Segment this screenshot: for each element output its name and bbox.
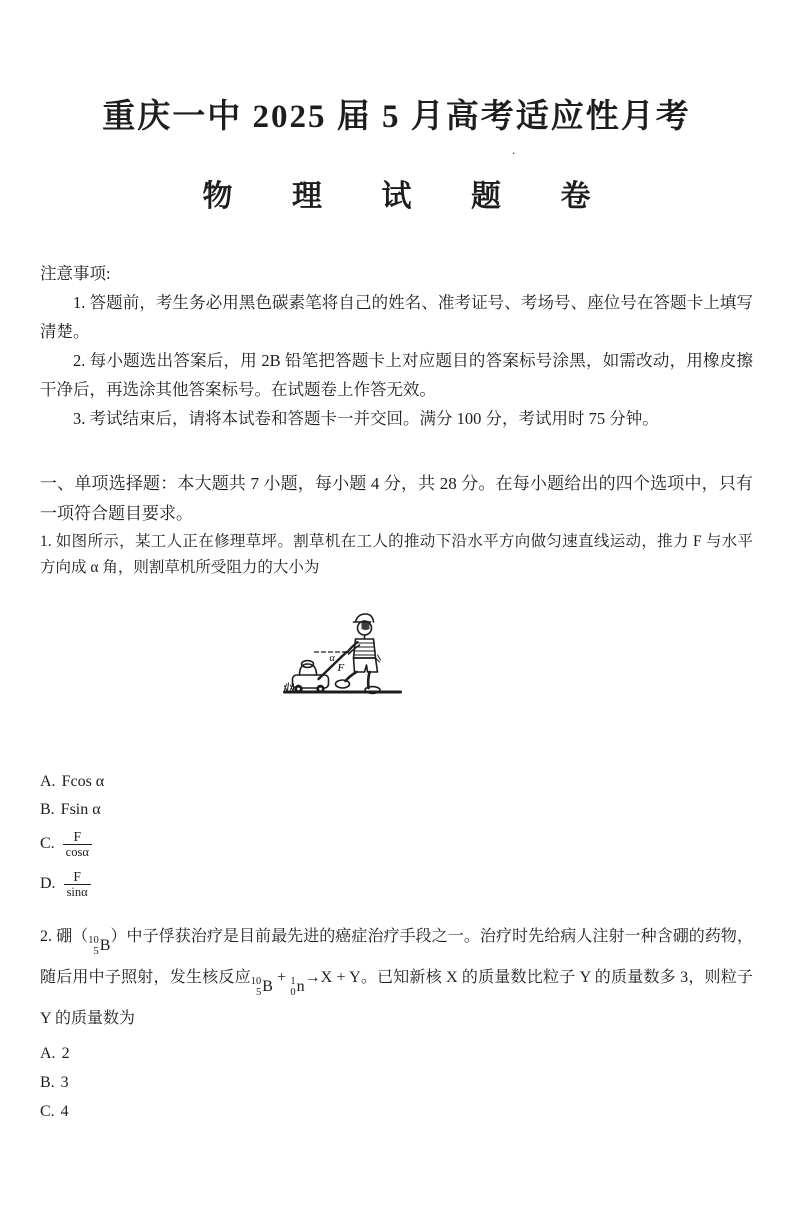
- atomic-number: 5: [93, 946, 99, 958]
- q2-option-a-text: 2: [61, 1045, 70, 1063]
- q2-option-c: [40, 1099, 753, 1125]
- q2-option-c-text: 4: [60, 1103, 69, 1121]
- exam-subtitle: 物 理 试 题 卷: [202, 180, 617, 213]
- element-symbol: B: [262, 978, 273, 996]
- notice-section: [40, 259, 753, 433]
- question-1-options: [40, 769, 753, 903]
- q2-option-b-text: 3: [60, 1074, 69, 1092]
- fraction-numerator: F: [73, 828, 82, 844]
- section-1-heading: 一、单项选择题：本大题共 7 小题，每小题 4 分，共 28 分。在每小题给出的四个选项中，只有一项符合题目要求。: [40, 474, 753, 523]
- q1-option-d: [40, 865, 753, 903]
- force-label: F: [337, 662, 345, 674]
- atomic-number: 0: [290, 987, 296, 999]
- q1-option-d-label: D.: [40, 875, 56, 892]
- lawnmower: [293, 661, 329, 694]
- fraction-denominator: cosα: [63, 844, 92, 859]
- q2-text-post: 。已知新核 X 的质量数比粒子 Y 的质量数多 3，则粒子 Y 的质量数为: [40, 969, 753, 1028]
- question-1-text: 1. 如图所示，某工人正在修理草坪。割草机在工人的推动下沿水平方向做匀速直线运动，推力 F 与水平方向成 α 角，则割草机所受阻力的大小为: [40, 533, 753, 576]
- question-2-options: [40, 1041, 753, 1125]
- q1-option-a: [40, 769, 753, 795]
- element-symbol: n: [296, 978, 305, 996]
- q1-option-c-fraction: [63, 829, 92, 860]
- q2-option-a: [40, 1041, 753, 1067]
- question-1-figure: [280, 605, 410, 713]
- mass-number: 10: [250, 976, 262, 988]
- q2-option-b: [40, 1070, 753, 1096]
- q1-option-a-label: A.: [40, 773, 56, 790]
- mass-number: 10: [88, 935, 99, 946]
- boron-nuclide: [88, 930, 110, 962]
- q1-option-c: [40, 825, 753, 863]
- lawnmower-figure: [280, 605, 410, 713]
- q1-option-b-label: B.: [40, 801, 55, 818]
- q1-option-b: [40, 797, 753, 823]
- angle-label: α: [329, 653, 335, 664]
- reaction-plus: +: [272, 969, 291, 987]
- reaction-tail: →X + Y: [304, 969, 361, 987]
- element-symbol: B: [99, 937, 111, 955]
- page-top-mark: .: [512, 142, 516, 157]
- q1-option-d-fraction: [64, 869, 91, 900]
- q2-option-c-label: C.: [40, 1103, 55, 1121]
- q1-option-b-text: Fsin α: [60, 801, 101, 818]
- neutron-nuclide: [290, 971, 304, 1003]
- fraction-numerator: F: [73, 868, 81, 884]
- question-2-text: [40, 921, 753, 1035]
- q2-text-pre: 2. 硼（: [40, 928, 89, 945]
- worker: [336, 614, 381, 693]
- notice-item-3: 3. 考试结束后，请将本试卷和答题卡一并交回。满分 100 分，考试用时 75 分钟。: [73, 409, 659, 428]
- fraction-denominator: sinα: [64, 884, 91, 899]
- notice-item-1: 1. 答题前，考生务必用黑色碳素笔将自己的姓名、准考证号、考场号、座位号在答题卡上填写清楚。: [40, 293, 753, 341]
- q2-text-mid: ）中子俘获治疗是目前最先进的癌症治疗手段之一。治疗时先给病人注射一种含硼的药物，随后用中子照射，发生核反应: [40, 928, 753, 987]
- boron-nuclide: [251, 971, 273, 1003]
- exam-title: 重庆一中 2025 届 5 月高考适应性月考: [102, 99, 691, 135]
- mass-number: 1: [290, 976, 296, 988]
- q1-option-c-label: C.: [40, 835, 55, 852]
- q2-option-a-label: A.: [40, 1045, 56, 1063]
- exam-paper-page: [0, 90, 793, 1211]
- q1-option-a-text: Fcos α: [61, 773, 105, 790]
- atomic-number: 5: [256, 987, 262, 999]
- notice-heading: 注意事项:: [40, 264, 111, 283]
- notice-item-2: 2. 每小题选出答案后，用 2B 铅笔把答题卡上对应题目的答案标号涂黑，如需改动，用橡皮擦干净后，再选涂其他答案标号。在试题卷上作答无效。: [40, 351, 753, 399]
- q2-option-b-label: B.: [40, 1074, 55, 1092]
